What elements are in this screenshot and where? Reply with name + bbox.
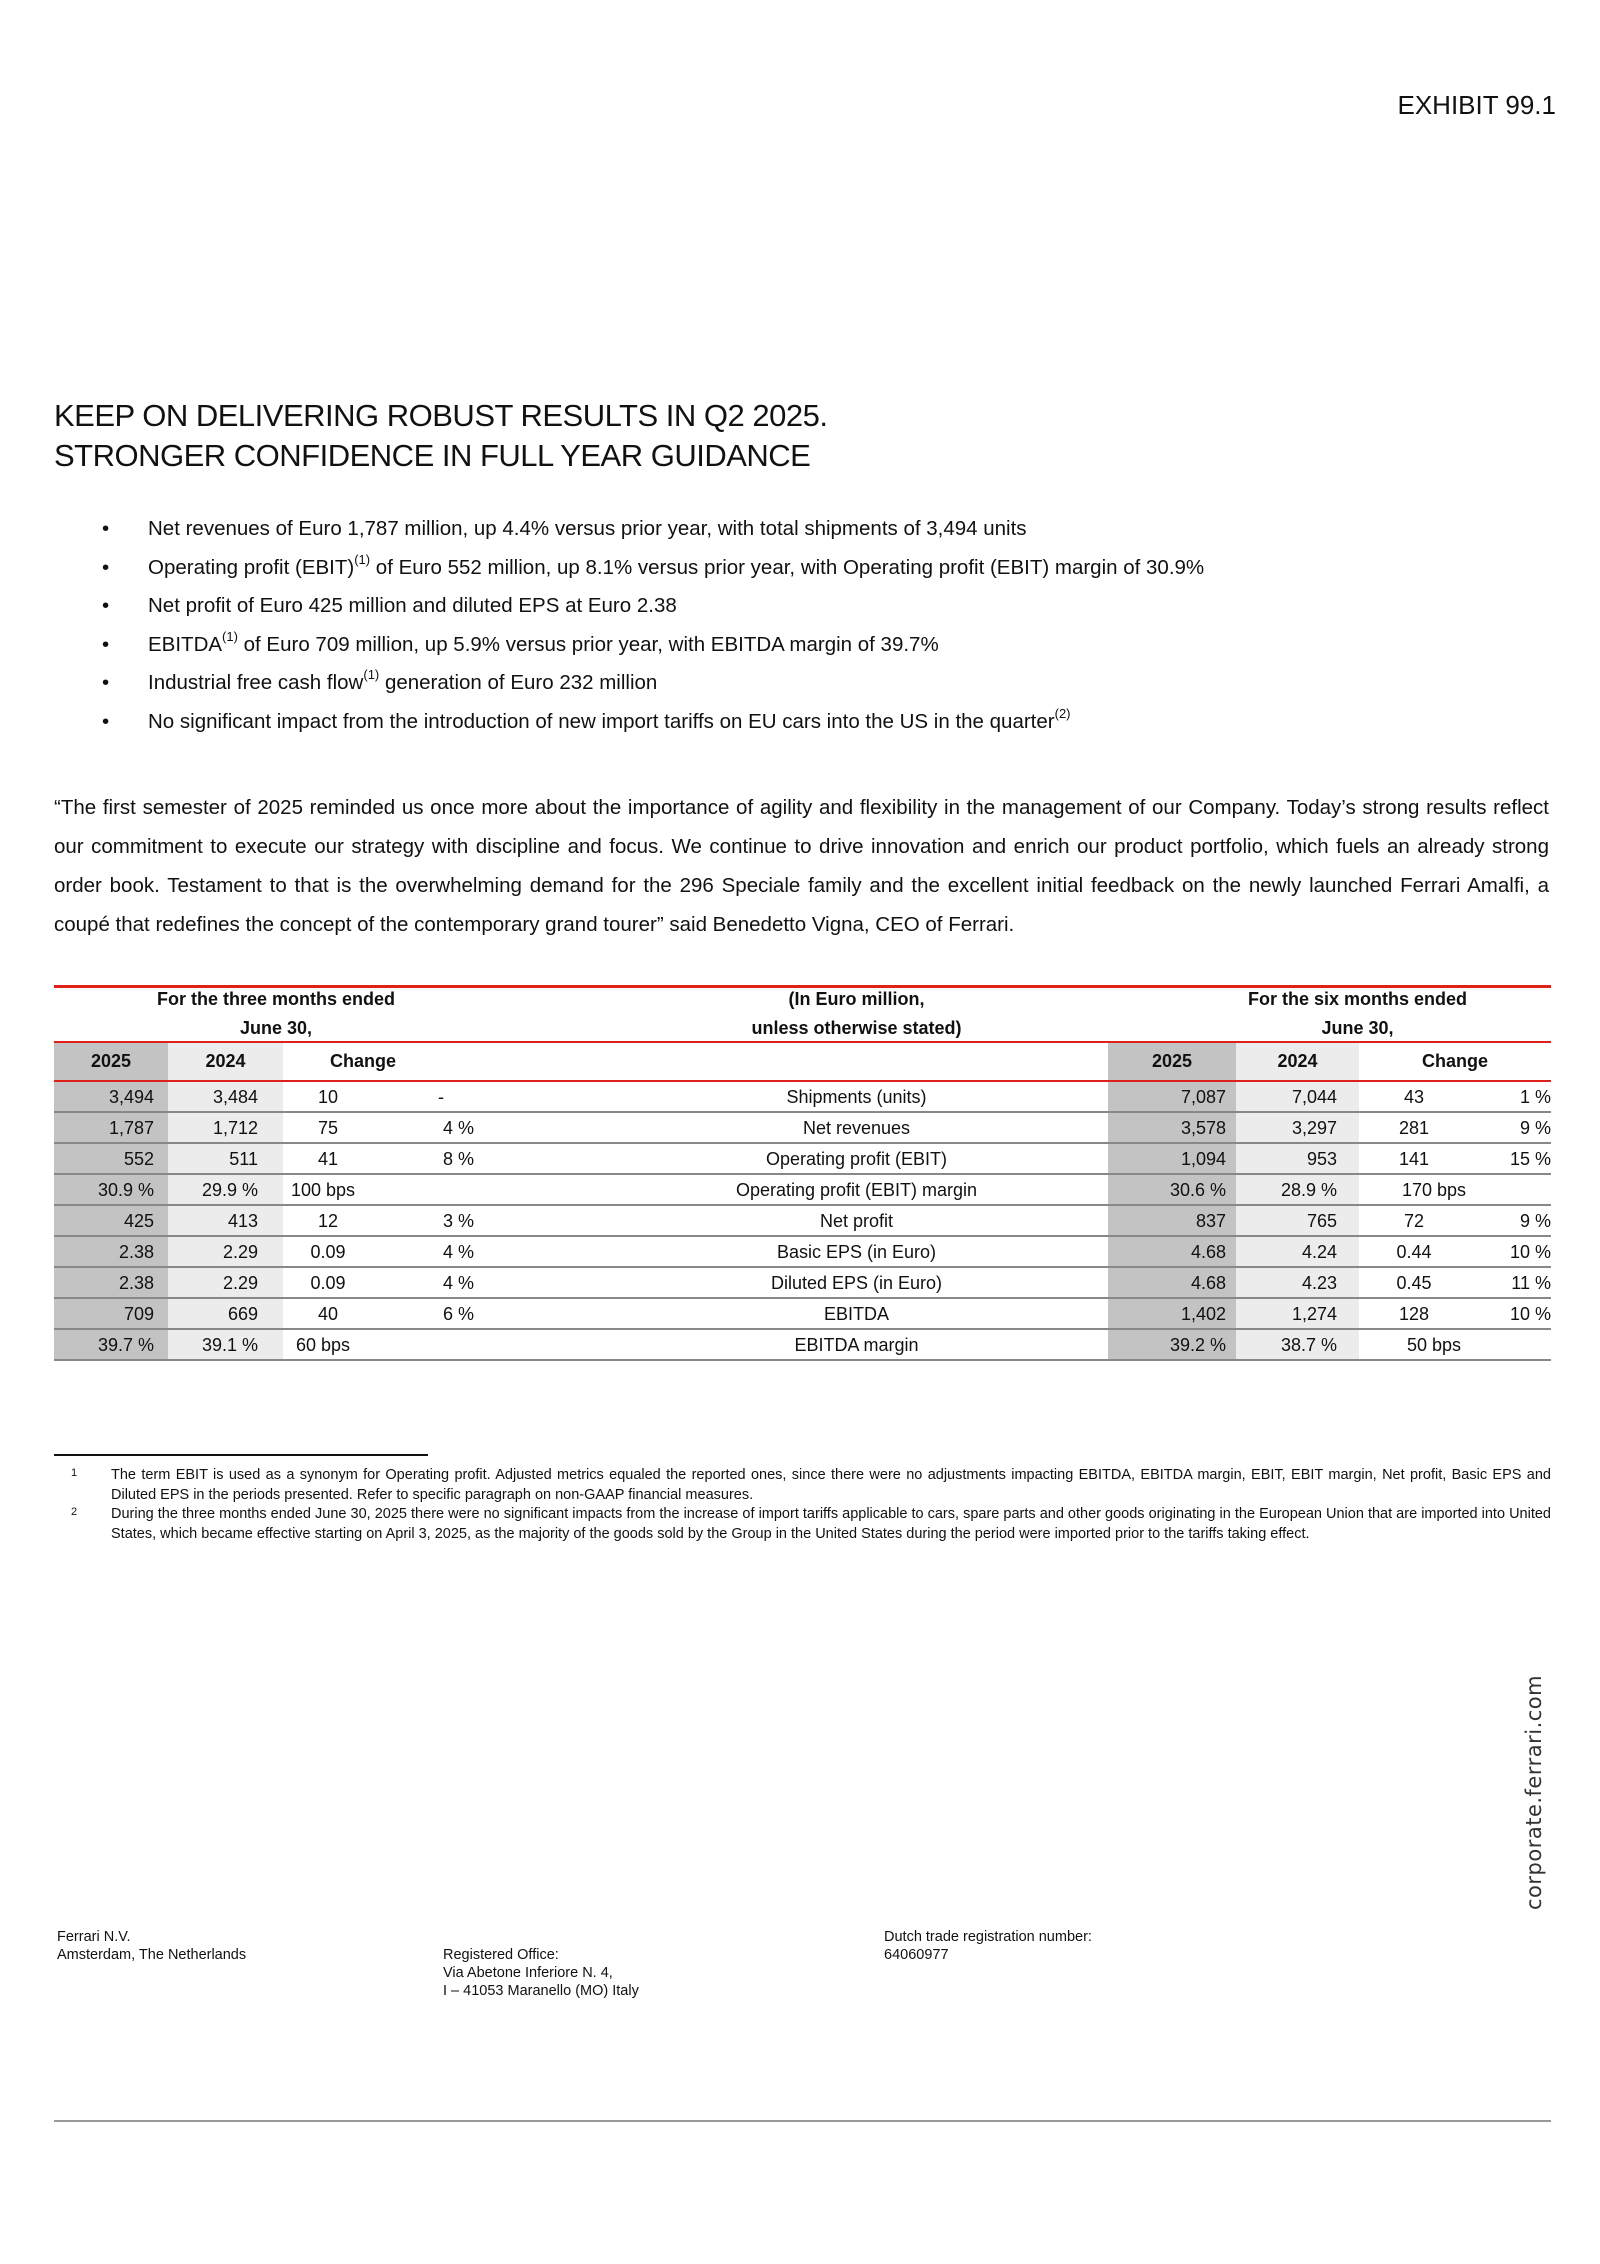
cell-hch: 50 bps	[1406, 1335, 1462, 1355]
cell-qch: 100 bps	[290, 1180, 356, 1200]
cell-hch: 128	[1398, 1304, 1430, 1324]
highlights-list	[54, 510, 1554, 741]
cell-hpct	[1469, 1176, 1551, 1205]
cell-h24: 953	[1306, 1149, 1337, 1169]
cell-h25: 30.6 %	[1169, 1180, 1226, 1200]
row-label: Net revenues	[802, 1118, 911, 1138]
cell-q24: 39.1 %	[201, 1335, 258, 1355]
cell-q24: 29.9 %	[201, 1180, 258, 1200]
cell-qpct: 4 %	[443, 1242, 475, 1262]
cell-hch: 170 bps	[1401, 1180, 1467, 1200]
cell-h25: 39.2 %	[1169, 1335, 1226, 1355]
cell-h24: 1,274	[1291, 1304, 1337, 1324]
highlight-item: • Net profit of Euro 425 million and diluted EPS at Euro 2.38	[54, 587, 1554, 626]
cell-h25: 1,402	[1180, 1304, 1226, 1324]
cell-hch: 281	[1398, 1118, 1430, 1138]
cell-h24: 38.7 %	[1280, 1335, 1337, 1355]
row-label: Basic EPS (in Euro)	[776, 1242, 937, 1262]
highlight-item: • Operating profit (EBIT)$^{(1)}$ of Euro 552 million, up 8.1% versus prior year, with Operating profit (EBIT) margin of 30.9%	[54, 549, 1554, 588]
cell-qch: 12	[317, 1211, 339, 1231]
highlight-item: • No significant impact from the introduction of new import tariffs on EU cars into the US in the quarter$^{(2)}$	[54, 703, 1554, 742]
row-label: Operating profit (EBIT)	[765, 1149, 948, 1169]
cell-q24: 2.29	[222, 1273, 258, 1293]
col-header-h-change: Change	[1421, 1051, 1488, 1071]
row-label: EBITDA	[823, 1304, 889, 1324]
footnote-ref: (1)	[363, 667, 380, 683]
col-header-q-change: Change	[329, 1051, 396, 1071]
row-label: Operating profit (EBIT) margin	[735, 1180, 978, 1200]
cell-hpct: 15 %	[1509, 1149, 1551, 1169]
bullet-icon: •	[102, 594, 110, 617]
cell-h25: 837	[1195, 1211, 1226, 1231]
cell-hpct: 10 %	[1509, 1242, 1551, 1262]
table-top-rule	[54, 985, 1551, 988]
col-header-h2025: 2025	[1151, 1051, 1193, 1071]
cell-hpct	[1469, 1331, 1551, 1360]
website-vertical	[1522, 1670, 1552, 1910]
footnote-ref: (2)	[1054, 705, 1071, 721]
footer-company: Ferrari N.V. Amsterdam, The Netherlands	[57, 1929, 247, 1963]
row-rule	[54, 1359, 1551, 1361]
cell-q24: 511	[229, 1149, 258, 1169]
cell-q25: 2.38	[118, 1273, 154, 1293]
cell-q24: 3,484	[212, 1087, 258, 1107]
results-table	[54, 985, 1551, 1353]
cell-h24: 4.24	[1301, 1242, 1337, 1262]
ceo-quote: “The first semester of 2025 reminded us once more about the importance of agility and flexibility in the management of our Company. Today’s strong results reflect our commitment to execute our strategy with discipline and focus. We continue to drive innovation and enrich our product portfolio, which fuels an already strong order book. Testament to that is the overwhelming demand for the 296 Speciale family and the excellent initial feedback on the newly launched Ferrari Amalfi, a coupé that redefines the concept of the contemporary grand tourer” said Benedetto Vigna, CEO of Ferrari.	[54, 796, 1549, 936]
units-header: (In Euro million, unless otherwise stated)	[751, 989, 962, 1038]
cell-q25: 3,494	[108, 1087, 154, 1107]
cell-q25: 425	[123, 1211, 154, 1231]
table-header-rule	[54, 1041, 1551, 1043]
cell-q24: 1,712	[212, 1118, 258, 1138]
cell-qch: 0.09	[310, 1273, 346, 1293]
cell-qpct: -	[438, 1087, 444, 1107]
cell-q25: 30.9 %	[97, 1180, 154, 1200]
cell-qpct: 4 %	[443, 1118, 475, 1138]
cell-qch: 0.09	[310, 1242, 346, 1262]
cell-q25: 709	[123, 1304, 154, 1324]
cell-q24: 2.29	[222, 1242, 258, 1262]
footer-registration: Dutch trade registration number: 64060977	[884, 1929, 1092, 1963]
cell-h25: 1,094	[1180, 1149, 1226, 1169]
exhibit-label: EXHIBIT 99.1	[1397, 90, 1556, 120]
bullet-icon: •	[102, 555, 110, 579]
cell-qch: 75	[317, 1118, 339, 1138]
cell-h24: 765	[1306, 1211, 1337, 1231]
cell-hpct: 9 %	[1519, 1118, 1551, 1138]
cell-qpct: 6 %	[443, 1304, 475, 1324]
cell-h25: 4.68	[1190, 1273, 1226, 1293]
cell-q24: 669	[227, 1304, 258, 1324]
bullet-icon: •	[102, 709, 110, 733]
six-months-header: For the six months ended June 30,	[1247, 989, 1468, 1038]
cell-qpct	[443, 1176, 523, 1205]
cell-hch: 0.44	[1396, 1242, 1432, 1262]
cell-h25: 7,087	[1180, 1087, 1226, 1107]
cell-qpct: 4 %	[443, 1273, 475, 1293]
footnote-ref: (1)	[354, 551, 371, 567]
cell-hpct: 1 %	[1519, 1087, 1551, 1107]
headline	[54, 396, 827, 476]
cell-h24: 28.9 %	[1280, 1180, 1337, 1200]
cell-hch: 141	[1398, 1149, 1430, 1169]
footnote-1: 1 The term EBIT is used as a synonym for Operating profit. Adjusted metrics equaled the reported ones, since there were no adjustments impacting EBITDA, EBITDA margin, EBIT, EBIT margin, Net profit, Basic EPS and Diluted EPS in the periods presented. Refer to specific paragraph on non-GAAP financial measures.	[54, 1466, 1551, 1505]
footer-office: Registered Office: Via Abetone Inferiore N. 4, I – 41053 Maranello (MO) Italy	[443, 1947, 639, 1999]
page-bottom-rule	[54, 2120, 1551, 2122]
footnotes	[54, 1466, 1551, 1544]
cell-h24: 7,044	[1291, 1087, 1337, 1107]
cell-hch: 43	[1403, 1087, 1425, 1107]
cell-q25: 39.7 %	[97, 1335, 154, 1355]
cell-hch: 72	[1403, 1211, 1425, 1231]
row-label: Diluted EPS (in Euro)	[770, 1273, 943, 1293]
footnote-2: 2 During the three months ended June 30, 2025 there were no significant impacts from the increase of import tariffs applicable to cars, spare parts and other goods originating in the European Union that are imported into United States, which became effective starting on April 3, 2025, as the majority of the goods sold by the Group in the United States during the period were imported prior to the tariffs taking effect.	[54, 1505, 1551, 1544]
cell-q25: 1,787	[108, 1118, 154, 1138]
cell-q24: 413	[227, 1211, 258, 1231]
cell-qch: 40	[317, 1304, 339, 1324]
cell-qpct: 8 %	[443, 1149, 475, 1169]
row-label: Net profit	[819, 1211, 894, 1231]
cell-h24: 3,297	[1291, 1118, 1337, 1138]
highlight-item: • EBITDA$^{(1)}$ of Euro 709 million, up 5.9% versus prior year, with EBITDA margin of 39.7%	[54, 626, 1554, 665]
highlight-item: • Net revenues of Euro 1,787 million, up 4.4% versus prior year, with total shipments of 3,494 units	[54, 510, 1554, 549]
cell-hch: 0.45	[1396, 1273, 1432, 1293]
cell-qch: 41	[317, 1149, 339, 1169]
col-header-q2024: 2024	[205, 1051, 246, 1071]
cell-hpct: 9 %	[1519, 1211, 1551, 1231]
cell-q25: 552	[123, 1149, 154, 1169]
cell-qpct	[443, 1331, 523, 1360]
footnote-number: 2	[71, 1506, 78, 1518]
col-header-h2024: 2024	[1277, 1051, 1318, 1071]
footnote-number: 1	[71, 1467, 78, 1479]
bullet-icon: •	[102, 632, 110, 656]
col-header-q2025: 2025	[90, 1051, 132, 1071]
headline-line-1: KEEP ON DELIVERING ROBUST RESULTS IN Q2 2025.	[54, 398, 828, 433]
footnote-ref: (1)	[222, 628, 238, 644]
cell-h24: 4.23	[1301, 1273, 1337, 1293]
cell-hpct: 11 %	[1511, 1273, 1551, 1293]
row-label: Shipments (units)	[786, 1087, 927, 1107]
headline-line-2: STRONGER CONFIDENCE IN FULL YEAR GUIDANCE	[54, 438, 811, 473]
cell-qch: 60 bps	[295, 1335, 351, 1355]
three-months-header: For the three months ended June 30,	[156, 989, 396, 1038]
website-link[interactable]: corporate.ferrari.com	[1522, 1674, 1546, 1910]
cell-q25: 2.38	[118, 1242, 154, 1262]
bullet-icon: •	[102, 517, 110, 540]
cell-h25: 3,578	[1180, 1118, 1226, 1138]
footnote-separator	[54, 1454, 428, 1456]
highlight-item: • Industrial free cash flow$^{(1)}$ generation of Euro 232 million	[54, 664, 1554, 703]
cell-qch: 10	[317, 1087, 339, 1107]
row-label: EBITDA margin	[794, 1335, 919, 1355]
cell-hpct: 10 %	[1509, 1304, 1551, 1324]
cell-qpct: 3 %	[443, 1211, 475, 1231]
bullet-icon: •	[102, 671, 110, 694]
cell-h25: 4.68	[1190, 1242, 1226, 1262]
